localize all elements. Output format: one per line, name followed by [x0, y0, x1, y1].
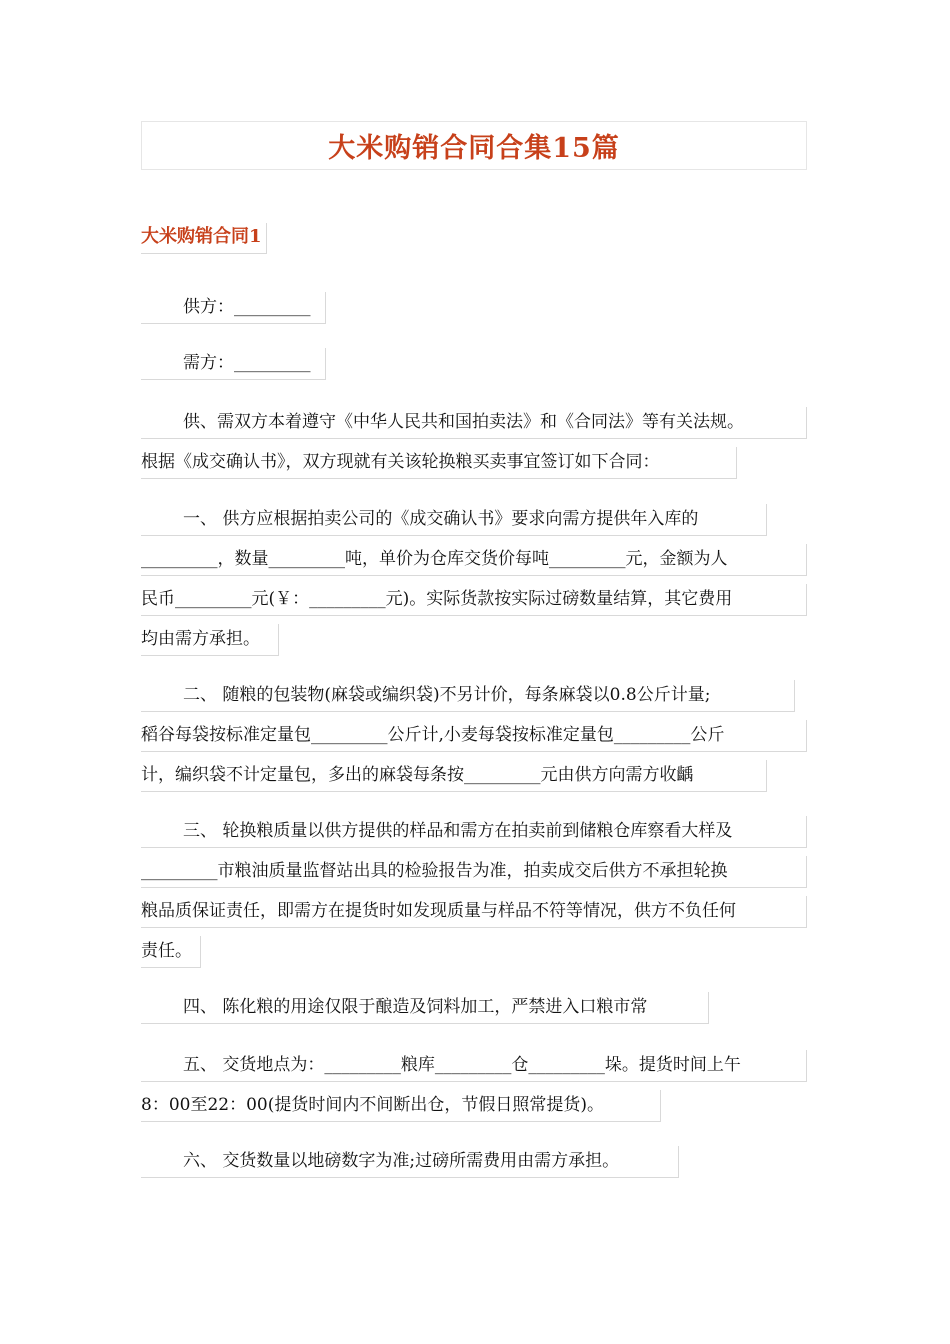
text-line: 四、 陈化粮的用途仅限于酿造及饲料加工，严禁进入口粮市常 — [141, 992, 709, 1024]
text-line: 均由需方承担。 — [141, 624, 279, 656]
text-line: _________，数量_________吨，单价为仓库交货价每吨_________元，金额为人 — [141, 544, 807, 576]
text-line: 供、需双方本着遵守《中华人民共和国拍卖法》和《合同法》等有关法规。 — [141, 407, 807, 439]
text-line: 根据《成交确认书》，双方现就有关该轮换粮买卖事宜签订如下合同： — [141, 447, 737, 479]
title-box — [141, 121, 807, 170]
section-heading: 大米购销合同1 — [141, 223, 267, 254]
text-line: 稻谷每袋按标准定量包_________公斤计,小麦每袋按标准定量包_________公斤 — [141, 720, 807, 752]
text-line: 一、 供方应根据拍卖公司的《成交确认书》要求向需方提供年入库的 — [141, 504, 767, 536]
text-line: _________市粮油质量监督站出具的检验报告为准，拍卖成交后供方不承担轮换 — [141, 856, 807, 888]
text-line: 责任。 — [141, 936, 201, 968]
text-line: 二、 随粮的包装物(麻袋或编织袋)不另计价，每条麻袋以0.8公斤计量; — [141, 680, 795, 712]
text-line: 民币_________元(￥：_________元)。实际货款按实际过磅数量结算，其它费用 — [141, 584, 807, 616]
text-line: 粮品质保证责任，即需方在提货时如发现质量与样品不符等情况，供方不负任何 — [141, 896, 807, 928]
text-line: 需方：_________ — [141, 348, 326, 380]
text-line: 五、 交货地点为：_________粮库_________仓_________垛。提货时间上午 — [141, 1050, 807, 1082]
text-line: 三、 轮换粮质量以供方提供的样品和需方在拍卖前到储粮仓库察看大样及 — [141, 816, 807, 848]
text-line: 六、 交货数量以地磅数字为准;过磅所需费用由需方承担。 — [141, 1146, 679, 1178]
text-line: 8：00至22：00(提货时间内不间断出仓，节假日照常提货)。 — [141, 1090, 661, 1122]
page-title: 大米购销合同合集15篇 — [328, 133, 620, 164]
text-line: 计，编织袋不计定量包，多出的麻袋每条按_________元由供方向需方收齲 — [141, 760, 767, 792]
text-line: 供方：_________ — [141, 292, 326, 324]
